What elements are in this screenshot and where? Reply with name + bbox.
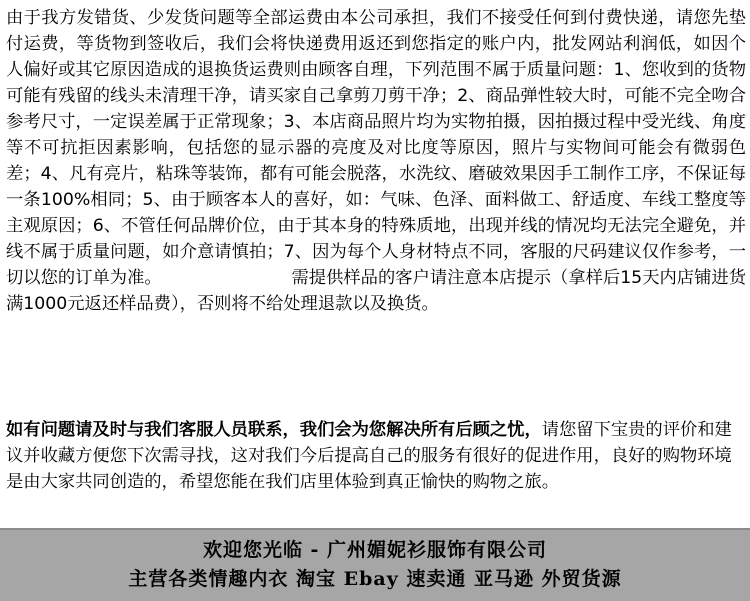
policy-paragraph: 由于我方发错货、少发货问题等全部运费由本公司承担，我们不接受任何到付费快递，请您先垫付运费，等货物到签收后，我们会将快递费用返还到您指定的账户内，批发网站利润低，如因个人偏好或其它原因造成的退换货运费则由顾客自理，下列范围不属于质量问题：1、您收到的货物可能有残留的线头未清理干净，请买家自己拿剪刀剪干净；2、商品弹性较大时，可能不完全吻合参考尺寸，一定误差属于正常现象；3、本店商品照片均为实物拍摄，因拍摄过程中受光线、角度等不可抗拒因素影响，包括您的显示器的亮度及对比度等原因，照片与实物间可能会有微弱色差；4、凡有亮片，粘珠等装饰，都有可能会脱落，水洗纹、磨破效果因手工制作工序，不保证每一条100%相同；5、由于顾客本人的喜好，如：气味、色泽、面料做工、舒适度、车线工整度等主观原因；6、不管任何品牌价位，由于其本身的特殊质地，出现并线的情况均无法完全避免，并线不属于质量问题，如介意请慎拍；7、因为每个人身材特点不同，客服的尺码建议仅作参考，一切以您的订单为准。 需提供样品的客户请注意本店提示（拿样后15天内店铺进货满1000元返还样品费），否则将不给处理退款以及换货。: [6, 8, 746, 314]
welcome-company-name: 欢迎您光临 - 广州媚妮衫服饰有限公司: [202, 539, 548, 561]
contact-normal-text: 请您留下宝贵的评价和建议并收藏方便您下次需寻找，这对我们今后提高自己的服务有很好的促进作用，良好的购物环境是由大家共同创造的，希望您能在我们店里体验到真正愉快的购物之旅。: [6, 420, 732, 492]
company-banner: [0, 528, 750, 601]
business-scope: 主营各类情趣内衣 淘宝 Ebay 速卖通 亚马逊 外贸货源: [128, 568, 622, 590]
contact-paragraph: [6, 417, 746, 495]
contact-message: [6, 417, 746, 495]
shipping-return-policy: [6, 5, 746, 317]
contact-bold-text: 如有问题请及时与我们客服人员联系，我们会为您解决所有后顾之忧，: [6, 420, 542, 440]
